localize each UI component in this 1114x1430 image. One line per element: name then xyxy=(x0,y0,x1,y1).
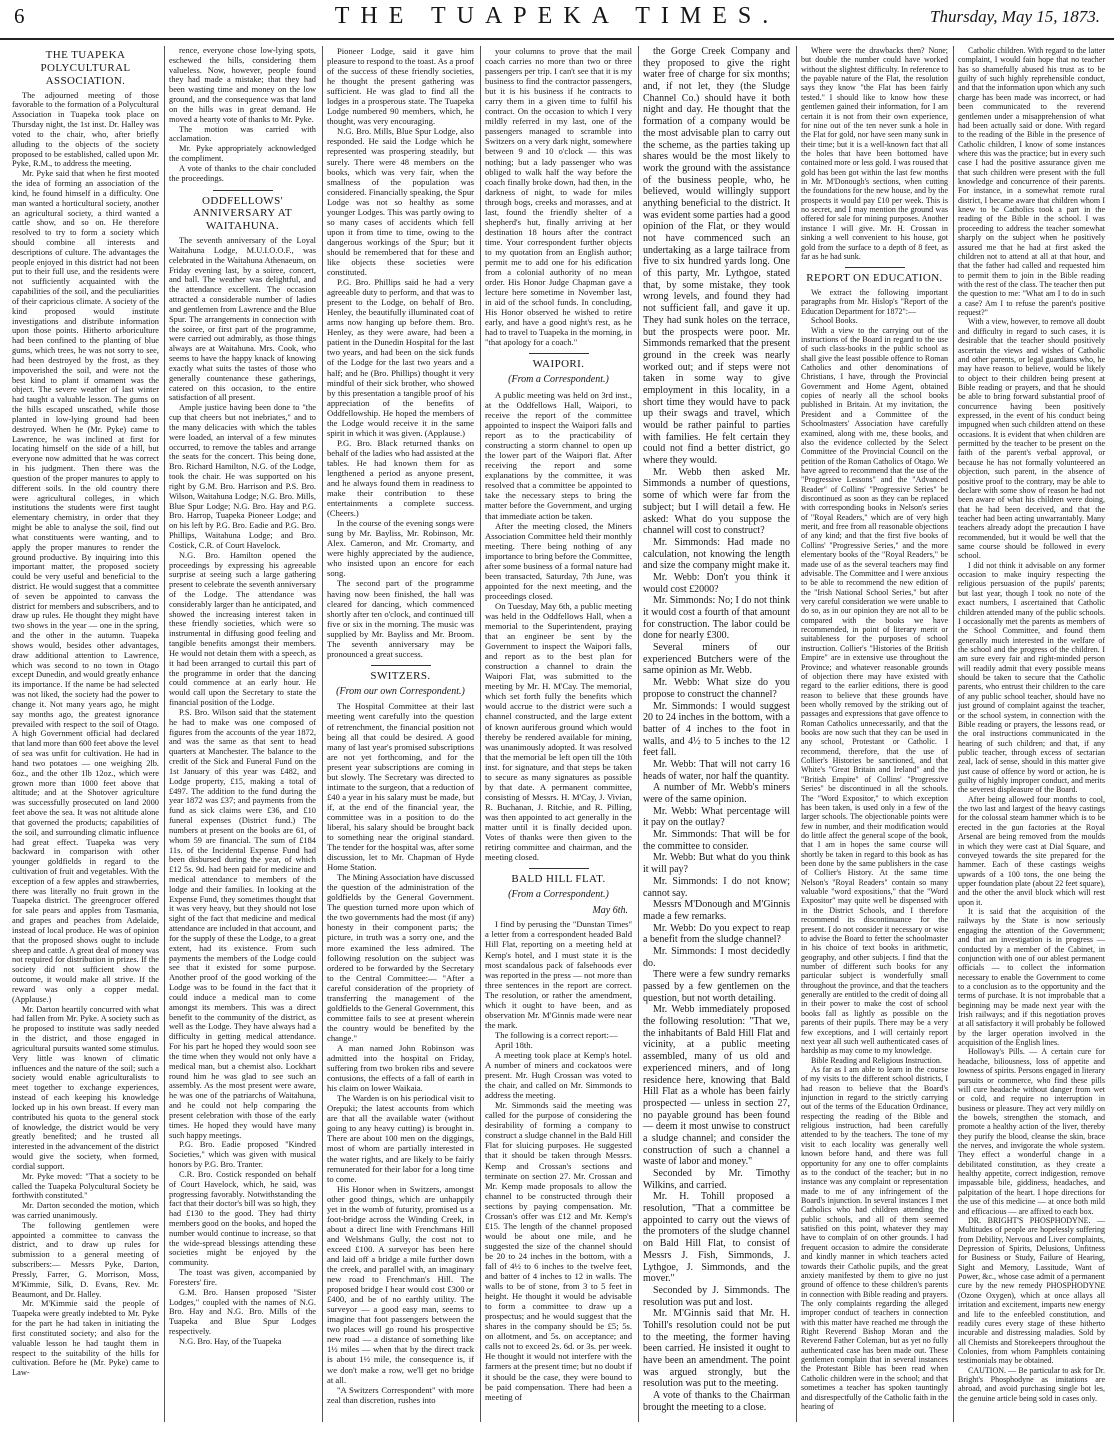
article-paragraph: Bible Reading and Religious Instruction. xyxy=(811,1055,942,1065)
article-paragraph: I did not think it advisable on any former occasion to make inquiry respecting the religious persuasion of the pupils' parents; but last year, though I took no note of the exact numbers, I ascertained that Catholic children attended many of the public schools. I occasionally met the parents as members of the School Committee, and found them generally much interested in the welfare of the school and the progress of the children. I am sure every fair and right-minded person will readily admit that every possible means should be taken to secure that the Catholic parents, who entrust their children to the care of any public school teacher, should have no just ground of complaint against the teacher, or the school system, in connection with the Bible reading or prayers, the lessons read, or the oral instructions communicated in the hearing of such children; and that, if any public teacher, through excess of sectarian zeal, lack of sense, should in this matter give just cause of offence by word or action, he is guilty of highly improper conduct, and merits the severest displeasure of the Board. xyxy=(958,560,1105,795)
article-paragraph: P.G. Bro. Phillips said he had a very agreeable duty to perform, and that was to present to the Lodge, on behalf of Bro. Henley, the beautifully illuminated coat of arms now hanging up before them. Bro. Henley, as they were aware, had been a patient in the Dunedin Hospital for the last two years, and had been on the sick funds of the Lodge for the last two years and a half; and he (Bro. Phillips) thought it very mindful of their sick brother, who showed by this presentation a tangible proof of his appreciation of the benefits of Oddfellowship. He hoped the members of the Lodge would receive it in the same spirit in which it was given. (Applause.) xyxy=(327,277,474,438)
article-paragraph: N.G. Bro. Hamilton opened the proceedings by expressing his agreeable surprise at seeing such a large gathering present to celebrate the seventh anniversary of the Lodge. The attendance was considerably larger than he anticipated, and showed the increasing interest taken in these friendly societies, which were so instrumental in diffusing good feeling and tangible benefits amongst their members. He would not detain them with a speech, as it had been arranged to curtail this part of the programme in order that the dancing could commence at an early hour. He would call upon the Secretary to state the financial position of the Lodge. xyxy=(169,550,316,708)
article-paragraph: Mr. Darton seconded the motion, which was carried unanimously. xyxy=(12,1201,159,1220)
article-paragraph: your columns to prove that the mail coach carries no more than two or three passengers per trip. I can't see that it is my business to find the contractor passengers, but it is his business if he contracts to carry them in a given time to fulfil his contract. On the occasion to which I very mildly referred in my last, one of the passengers managed to scramble into Switzers on a very dark night, somewhere between 9 and 10 o'clock — this was nothing; but a lady passenger who was obliged to walk half the way before the coach finally broke down, had then, in the darkness of night, to wade for miles through bogs, creeks and morasses, and at last, found the friendly shelter of a shepherd's hut, finally arriving at her destination 18 hours after the contract time. Your correspondent further objects to my quotation from an English author; permit me to add one for his edification from a colonial authority of no mean order. His Honor Judge Chapman gave a lecture here sometime in November last, in aid of the school funds. In concluding, His Honor observed he wished to retire early, and have a good night's rest, as he had to travel to Tuapeka in the morning, in "that apology for a coach." xyxy=(485,46,632,348)
article-paragraph: It is said that the acquisition of the railways by the State is now seriously engaging the attention of the Government; and that an investigation is in progress — conducted by a member of the Cabinet, in conjunction with one of our ablest permanent officials — to collect the information necessary to enable the Government to come to a conclusion as to the opportunity and the terms of purchase. It is not improbable that a beginning may be made next year with the Irish railways; and if this negotiation proves at all satisfactory it will probably be followed by the larger operation involved in the acquisition of the English lines. xyxy=(958,907,1105,1048)
article-paragraph: the Gorge Creek Company and they proposed to give the right water free of charge for six months; and, if not let, they (the Sludge Channel Co.) should have it both night and day. He thought that the formation of a company would be the most advisable plan to carry out the scheme, as the parties taking up shares would be the most likely to work the ground with the assistance of the business people, who, he believed, would willingly support anything beneficial to the district. It was evident some parties had a good opinion of the Flat, or they would not have commenced such an undertaking as a large tailrace from five to six hundred yards long. One of this party, Mr. Lythgoe, stated that, by some mistake, they took wrong levels, and found they had not sufficient fall, and gave it up. They had sunk holes on the terrace, but the prospects were poor. Mr. Simmonds remarked that the present ground in the creek was nearly worked out; and if steps were not taken in some way to give employment in this locality, in a short time they would have to pack up their swags and travel, which would be rather painful to parties with families. He felt certain they could not find a better district, go where they would. xyxy=(643,46,790,467)
article-paragraph: The adjourned meeting of those favorable to the formation of a Polycultural Association in Tuapeka took place on Thursday night, the 1st inst. Dr. Halley was voted to the chair, who, after briefly alluding to the objects of the society proposed to be established, called upon Mr. Pyke, R.M., to address the meeting. xyxy=(12,90,159,169)
article-paragraph: Mr. Webb: What size do you propose to construct the channel? xyxy=(643,677,790,700)
masthead xyxy=(0,0,1114,40)
section-divider xyxy=(371,665,431,666)
article-paragraph: A man named John Robinson was admitted into the hospital on Friday, suffering from two broken ribs and severe contusions, the effects of a fall of earth in his claim on lower Waikaia. xyxy=(327,1043,474,1094)
article-paragraph: G.M. Bro. Hansen proposed "Sister Lodges," coupled with the names of N.G. Bro. Hay and N.G. Bro. Mills of the Tuapeka and Blue Spur Lodges respectively. xyxy=(169,1287,316,1337)
article-paragraph: The Warden is on his periodical visit to Orepuki; the latest accounts from which are that all the available water (without going to any heavy cutting) is brought in. There are about 100 men on the diggings, most of whom are partially interested in the water rights, and are likely to be fairly remunerated for their labor for a long time to come. xyxy=(327,1093,474,1184)
article-paragraph: A public meeting was held on 3rd inst., at the Oddfellows Hall, Waipori, to receive the report of the committee appointed to inspect the Waipori falls and report as to the practicability of constructing a storm channel to open up the lower part of the Waipori flat. After receiving the report and some explanations by the committee, it was resolved that a committee be appointed to take the necessary steps to bring the matter before the Government, and urging that immediate action be taken. xyxy=(485,389,632,521)
article-paragraph: Messrs M'Donough and M'Ginnis made a few remarks. xyxy=(643,899,790,922)
column-rule xyxy=(322,46,323,1422)
article-paragraph: Mr. M'Kimmie said the people of Tuapeka were greatly indebted to Mr. Pyke for the part he had taken in initiating the first constituted society; and also for the valuable lesson he had taught them in respect to the suitability of the hills for cultivation. Before he (Mr. Pyke) came to Law- xyxy=(12,1299,159,1378)
article-paragraph: N.G. Bro. Hay, of the Tuapeka xyxy=(179,1336,282,1346)
article-paragraph: "A Switzers Correspondent" with more zeal than discretion, rushes into xyxy=(327,1384,474,1405)
article-paragraph: Pioneer Lodge, said it gave him pleasure to respond to the toast. As a proof of the success of these friendly societies, he thought the present gathering was sufficient. He was glad to find all the lodges in a prosperous state. The Tuapeka Lodge numbered 90 members, which, he thought, was very encouraging. xyxy=(327,46,474,127)
column-rule xyxy=(164,46,165,1422)
article-paragraph: DR. BRIGHT'S PHOSPHODYNE. — Multitudes of people are hopelessly suffering from Debility, Nervous and Liver complaints, Depression of Spirits, Delusions, Unfitness for Business or Study, Failure of Hearing, Sight and Memory, Lassitude, Want of Power, &c., whose case admit of a permanent cure by the new remedy PHOSPHODYNE (Ozone Oxygen), which at once allays all irritation and excitement, imparts new energy and life to the enfeebled constitution, and readily cures every stage of these hitherto incurable and distressing maladies. Sold by all Chemists and Storekeepers throughout the Colonies, from whom Pamphlets containing testimonials may be obtained. xyxy=(958,1215,1105,1366)
article-paragraph: The following gentlemen were appointed a committee to canvass the district, and to draw up rules for submission to a general meeting of subscribers:— Messrs Pyke, Darton, Pressly, Farrer, G. Morrison, Moss, M'Kimmie, Silk, D. Evans, Rev. Mr. Beaumont, and Dr. Halley. xyxy=(12,1220,159,1299)
article-paragraph: Mr. Simmonds: I most decidedly do. xyxy=(643,945,790,969)
article-paragraph: Mr. Webb: But what do you think it will pay? xyxy=(643,852,790,876)
article-paragraph: Seconded by J. Simmonds. The resolution was put and lost. xyxy=(643,1284,790,1308)
article-paragraph: Mr. Simmonds: No; I do not think it would cost a fourth of that amount for construction. The labor could be done for nearly £300. xyxy=(643,595,790,642)
article-paragraph: Where were the drawbacks then? None; but double the number could have worked without the slightest difficulty. In reference to the payable nature of the Flat, the resolution says they know "the Flat has been fairly tested." I should like to know how these gentlemen gained their information, for I am certain it is not from their own experience, for nine out of the ten never sunk a hole in the Flat for gold, nor have seen many sunk in their time; but it is a well-known fact that all the holes that have been bottomed have contained more or less gold. I was roused that gold has been got within the last few months in Mr. M'Donough's sections, when cutting the foundations for the new house, and by the prospects it would pay £10 per week. This is no secret, and I may mention the ground was offered for sale for mining purposes. Another instance I will give. Mr. H. Crossan in sinking a well convenient to his house, got gold from the surface to a depth of 8 feet, as far as he had sunk. xyxy=(801,46,948,261)
article-title: SWITZERS. xyxy=(370,669,431,682)
article-paragraph: The toast was given, accompanied by Foresters' fire. xyxy=(169,1268,316,1287)
article-paragraph: Mr. Webb: That will not carry 16 heads of water, nor half the quantity. xyxy=(643,758,790,782)
column-rule xyxy=(480,46,481,1422)
article-paragraph: The seventh anniversary of the Loyal Waitahuna Lodge, M.U.I.O.O.F., was celebrated in the Waitahuna Athenaeum, on Friday evening last, by a soiree, concert, and ball. The weather was delightful, and the attendance excellent. The occasion attracted a considerable number of ladies and gentlemen from Lawrence and the Blue Spur. The arrangements in connection with the soiree, or first part of the programme, were carried out admirably, as those things always are at Waitahuna. Mrs. Cook, who seems to have the happy knack of knowing exactly what suits the tastes of those who generally countenance these gatherings, catered on this occasion, to the entire satisfaction of all present. xyxy=(169,236,316,403)
article-paragraph: Mr. H. Tohill proposed a resolution, "That a committee be appointed to carry out the views of the promoters of the sludge channel on Bald Hill Flat, to consist of Messrs J. Fish, Simmonds, J. Lythgoe, J. Simmonds, and the mover." xyxy=(643,1191,790,1285)
column-3 xyxy=(327,46,474,1422)
article-byline: (From a Correspondent.) xyxy=(508,889,609,901)
article-paragraph: Catholic children. With regard to the latter complaint, I would fain hope that no teacher has so shamefully abused his trust as to be guilty of such highly reprehensible conduct, and that the information upon which any such charge has been made was incorrect, or had been communicated to the reverend gentlemen under a misapprehension of what had been actually said or done. With regard to the reading of the Bible in the presence of Catholic children, I know of some instances where this was the practice; but in every such case I had the positive assurance given me that such children were present with the full knowledge and concurrence of their parents. For instance, in a somewhat remote rural district, I became aware that children whom I knew to be Catholics took a part in the reading of the Bible in the school. I was proceeding to address the teacher somewhat sharply on the subject when he positively assured me that he had at first asked the children not to attend at all at that hour, and that the father had called and requested him to permit them to join in the Bible reading with the rest of the class. The teacher then put the question to me: "What am I to do in such a case? Am I to refuse the parent's positive request?" xyxy=(958,46,1105,318)
article-paragraph: I find by perusing the "Dunstan Times" a letter from a correspondent headed Bald Hill Flat, reporting on a meeting held at Kemp's hotel, and I must state it is the most scandalous pack of falsehoods ever was reported in the press — not more than three sentences in the report are correct. The resolution, or rather the amendment, which it ought to have been, and as observation Mr. M'Ginnis made were near the mark. xyxy=(485,919,632,1030)
article-paragraph: Mr. Webb then asked Mr. Simmonds a number of questions, some of which were far from the subject; but I will detail a few. He asked: What do you suppose the channel will cost to construct? xyxy=(643,466,790,537)
article-title: THE TUAPEKA POLYCULTURAL ASSOCIATION. xyxy=(40,49,131,87)
article-paragraph: As far as I am able to learn in the course of my visits to the different school districts, I had reason to believe that the Board's injunction in regard to the strictly carrying out of the terms of the Education Ordinance, respecting the reading of the Bible and religious instruction, had been carefully attended to by the teachers. The tone of my visit to each locality was generally well known before hand, and there was full opportunity for any one to offer complaints as to the conduct of the teacher; but in no instance was any complaint or representation made to me of any infringement of the Board's injunction. In several instances I met Catholics who had children attending the public schools, and all of them seemed satisfied on this point, whatever they may have to complain of on other grounds. I had frequent occasion to admire the considerate and kindly manner in which teachers acted towards their Catholic pupils, and the great anxiety manifested by them to give no just ground of offence to these children's parents in connection with Bible reading and prayers. The only complaints regarding the alleged improper conduct of teachers in connection with this matter have reached me through the Right Reverend Bishop Moran and the Reverend Father Coleman, but as yet no fully authenticated case has been made out. These gentlemen complain that in several instances the Protestant Bible has been read when Catholic children were in the school; and that sometimes a teacher has spoken tauntingly and disrespectfully of the Catholic faith in the hearing of xyxy=(801,1064,948,1411)
article-paragraph: After being allowed four months to cool, the two last and largest of the heavy castings for the colossal steam hammer which is to be erected in the gun factories at the Royal Arsenal are being removed from the moulds in which they were cast at Dial Square, and conveyed towards the site prepared for the hammer. Each of these castings weighs upwards of a 100 tons, the one being the upper foundation plate (about 22 feet square), and the other the anvil block which will rest upon it. xyxy=(958,794,1105,907)
section-divider xyxy=(845,267,905,268)
column-1 xyxy=(12,46,159,1422)
article-paragraph: Seconded by Mr. Timothy Wilkins, and carried. xyxy=(643,1168,790,1191)
article-paragraph: Mr. Simmonds: I do not know; cannot say. xyxy=(643,875,790,899)
column-2 xyxy=(169,46,316,1422)
article-paragraph: P.S. Bro. Wilson said that the statement he had to make was one composed of figures from the accounts of the year 1872, and was the same as that sent to head quarters at Manchester. The balance to the credit of the Sick and Funeral Fund on the 1st January of this year was £482, and Lodge property, £15, making a total of £497. The addition to the fund during the year 1872 was £37; and payments from the fund as sick claims were £36, and £10 funeral expenses (District fund.) The numbers at present on the books are 61, of whom 59 are financial. The sum of £184 11s. of the Incidental Expense Fund had been disbursed during the year, of which £12 5s. 9d. had been paid for medicine and medical attendance to members of the lodge and their families. In looking at the Expense Fund, they sometimes thought that it was very heavy, but they should not lose sight of the fact that medicine and medical attendance are included in that account, and for the supply of these the Lodge, to a great extent, had its existence. From such payments the members of the Lodge could see that it existed for some purpose. Another proof of the good working of the Lodge was to be found in the fact that it could induce a medical man to come amongst its members. This was a direct benefit to the community of the district, as well as the Lodge. They have always had a difficulty in getting medical attendance. For his part he hoped they would soon see the time when they would not only have a medical man, but a chemist also. Lockhart round him he was glad to see such an assembly. As the most present were aware, he was one of the patriarchs of Waitahuna, and he could not help comparing the present celebration with those of the early times. He hoped they would have many such happy meetings. xyxy=(169,707,316,1140)
article-paragraph: N.G. Bro. Mills, Blue Spur Lodge, also responded. He said the Lodge which he represented was prospering steadily, but surely. There were 48 members on the books, which was very fair, when the smallness of the population was considered. Financially speaking, the Spur Lodge was not so healthy as some younger Lodges. This was partly owing to so many cases of accidents which fell upon it from time to time, owing to the dangerous workings of the Spur; but it should be remembered that for these and like objects these societies were constituted. xyxy=(327,126,474,278)
column-rule xyxy=(638,46,639,1422)
article-paragraph: The motion was carried with acclamation. xyxy=(169,124,316,144)
article-paragraph: Mr. Pyke appropriately acknowledged the compliment. xyxy=(169,144,316,164)
article-paragraph: The Hospital Committee at their last meeting went carefully into the question of retrenchment, the financial position not being all that could be desired. A good many of last year's promised subscriptions are not yet forthcoming, and for the present year subscriptions are coming in but slowly. The Secretary was directed to intimate to the surgeon, that a reduction of £40 a year in his salary must be made, but if, at the end of the financial year, the committee was in a position to do the liberal, his salary should be brought back to something near the original standard. The tender for the hospital was, after some discussion, let to Mr. Chapman of Hyde Home Station. xyxy=(327,701,474,873)
page-number: 6 xyxy=(14,4,25,28)
article-paragraph: School Books. xyxy=(811,316,858,326)
article-paragraph: rence, everyone chose low-lying spots, eschewed the hills, considering them valueless. Now, however, people found they had made a mistake; that they had been wasting time and money on the low ground, and the consequence was that land on the hills was in great demand. He moved a hearty vote of thanks to Mr. Pyke. xyxy=(169,46,316,124)
newspaper-title: THE TUAPEKA TIMES. xyxy=(334,3,780,29)
section-divider xyxy=(529,353,589,354)
article-paragraph: Ample justice having been done to "the cup that cheers but not inebriates," and to the many delicacies with which the tables were loaded, an interval of a few minutes occurred, to remove the tables and arrange the seats for the concert. This being done, Bro. Richard Hamilton, N.G. of the Lodge, took the chair. He was supported on his right by G.M. Bro. Harrison and P.S. Bro. Wilson, Waitahuna Lodge; N.G. Bro. Mills, Blue Spur Lodge; N.G. Bro. Hay and P.G. Bro. Harrop, Tuapeka Pioneer Lodge; and on his left by P.G. Bro. Eadie and P.G. Bro. Phillips, Waitahuna Lodge; and Bro. Costick, C.R. of Court Havelock. xyxy=(169,403,316,550)
article-paragraph: The second part of the programme having now been finished, the hall was cleared for dancing, which commenced shortly after ten o'clock, and continued till five or six in the morning. The music was supplied by Mr. Bayliss and Mr. Broom. The seventh anniversary may be pronounced a great success. xyxy=(327,578,474,659)
section-divider xyxy=(529,868,589,869)
article-byline: (From a Correspondent.) xyxy=(508,374,609,386)
article-paragraph: Mr. Simmonds said the meeting was called for the purpose of considering the desirability of forming a company to construct a sludge channel in the Bald Hill Flat for sluicing purposes. He suggested that it should be taken through Messrs. Kemp and Crossan's sections and terminate on section 27. Mr. Crossan and Mr. Kemp made proposals to allow the channel to be constructed through their sections by paying compensation. Mr. Crossan's offer was £12 and Mr. Kemp's £15. The length of the channel proposed would be about one mile, and he suggested the size of the channel should be 20 to 24 inches in the bottom, with a fall of 4½ to 6 inches to the twelve feet, and batter of 4 inches to 12 in walls. The walls to be of stone, from 3 to 5 feet in height. He thought it would be advisable to form a committee to draw up a prospectus; and he would suggest that the shares in the company should be £5; 5s. on allotment, and 5s. on acceptance; and calls not to exceed 2s. 6d. or 3s. per week. He thought it would not interfere with the farmers at the present time; but no doubt if it should be the case, they were bound to be paid compensation. There had been a meeting of xyxy=(485,1100,632,1402)
article-paragraph: Mr. Pyke moved: "That a society to be called the Tuapeka Polycultural Society be forthwith constituted." xyxy=(12,1171,159,1201)
column-4 xyxy=(485,46,632,1422)
column-7 xyxy=(958,46,1105,1422)
article-paragraph: With a view to the carrying out of the instructions of the Board in regard to the use of such class-books in the public school as shall give the least possible offence to Roman Catholics and other denominations of Christians, I have, through the Provincial Government and Home Agent, obtained copies of nearly all the school books published in Britain. At my invitation, the President and a Committee of the Schoolmasters' Association have carefully examined, along with me, these books, and also the evidence collected by the Select Committee of the Provincial Council on the petition of the Roman Catholics of Otago. We have agreed to recommend that the use of the "Progressive Lessons" and the "Advanced Reader" of Collins' "Progressive Series" be discontinued as soon as they can be replaced with corresponding books in Nelson's series of "Royal Readers," which are of very high merit, and free from all reasonable objections of any kind; and that the first five books of Collins' "Progressive Series," and the more elementary books of the "Royal Readers," be made use of as the several teachers may find advisable. The Committee and I were anxious to be able to recommend the new edition of the "Irish National School Series," but after very careful consideration we were unable to do so, as in our opinion they are not all to be compared with the books we have recommended, in point of literary merit or suitableness for the purposes of school instruction. Collier's "Histories of the British Empire" are in extensive use throughout the Province; and whatever reasonable grounds of objection there may have existed with regard to the earlier editions, there is good reason to believe that these grounds have been wholly removed by the striking out of passages and expressions that gave offence to Roman Catholics unnecessarily, and that the books are now such that they can be used in any school, Protestant or Catholic. I recommend, therefore, that the use of Collier's Histories be sanctioned, and that White's "Great Britain and Ireland" and the "British Empire" of Collins' "Progressive Series" be discontinued in all the schools. The "Word Expositor," to which exception has been taken, is used only in a few of the larger schools. The objectionable points were few in number, and their modification would do little affect the general scope of the book, that I am in hopes the same course will shortly be taken in regard to this book as has been done by the same publishers in the case of Collier's History. At the same time Nelson's "Royal Readers" contain so many valuable "word expositions," that the "Word Expositor" may quite well be dispensed with in the District Schools, and I therefore recommend its discontinuance for the present. I do not consider it necessary or wise to advise the Board to fetter the schoolmaster in his choice of text books in arithmetic, geography, and other subjects. I find that the number of different such books for any particular subject is wonderfully small throughout the province, and that the teachers generally are entitled to the credit of doing all in their power to make the cost of school books fall as lightly as possible on the parents of their pupils. There may be a very few exceptions, and I will certainly report next year all such well authenticated cases of hardship as may come to my knowledge. xyxy=(801,325,948,1056)
article-title: BALD HILL FLAT. xyxy=(511,873,606,886)
article-paragraph: A number of Mr. Webb's miners were of the same opinion. xyxy=(643,782,790,805)
article-paragraph: A vote of thanks to the Chairman brought the meeting to a close. xyxy=(643,1390,790,1413)
article-paragraph: C.R. Bro. Costick responded on behalf of Court Havelock, which, he said, was progressing favorably. Notwithstanding the fact that their doctor's bill was so high, they had £130 to the good. They had thirty members good on the books, and hoped the number would continue to increase, so that the wide-spread blessings attending these societies might be enjoyed by the community. xyxy=(169,1169,316,1268)
article-paragraph: His Honor when in Switzers, amongst other good things, which are unhappily yet in the womb of futurity, promised us a foot-bridge across the Winding Creek, in about a direct line with Frenchmans Hill and Welshmans Gully, the cost not to exceed £100. A surveyor has been here and laid off a bridge a mile further down the creek, and parallel with, an imaginary new road to Frenchman's Hill. The proposed bridge I hear would cost £300 or £400, and be of no earthly utility. The surveyor — a good easy man, seems to imagine that foot passengers between the two places will go round his prospective new road — a distance of something like 1½ miles — when that by the direct track is about 1½ mile, the consequence is, if we don't make a row, we'll get no bridge at all. xyxy=(327,1183,474,1385)
section-divider xyxy=(213,190,273,191)
column-6 xyxy=(801,46,948,1422)
article-paragraph: Holloway's Pills. — A certain cure for headache, biliousness, loss of appetite and lowness of spirits. Persons engaged in literary pursuits or commerce, who find these pills will cure headache without danger from wet or cold, and require no interruption in business or pleasure. They act very mildly on the bowels, strengthen the stomach, and promote a healthy action of the liver, thereby they purify the blood, cleanse the skin, brace the nerves, and invigorate the whole system. They effect a wonderful change in a debilitated constitution, as they create a healthy appetite, correct indigestion, remove impassable bile, giddiness, headaches, and palpitation of the heart. I hope directions for the use of this medicine — at once both mild and efficacious — are affixed to each box. xyxy=(958,1047,1105,1216)
article-dateline: May 6th. xyxy=(592,904,628,916)
issue-date: Thursday, May 15, 1873. xyxy=(930,7,1100,26)
article-title: REPORT ON EDUCATION. xyxy=(806,272,943,285)
article-paragraph: Several miners of our experienced Butchers were of the same opinion as Mr. Webb. xyxy=(643,642,790,677)
article-byline: (From our own Correspondent.) xyxy=(336,685,465,697)
article-paragraph: Mr. Webb: Don't you think it would cost £2000? xyxy=(643,571,790,595)
article-paragraph: With a view, however, to remove all doubt and difficulty in regard to such cases, it is desirable that the teacher should positively ascertain the views and wishes of Catholic and other parents, or legal guardians who, he may have reason to believe, would be likely to object to their children being present at Bible reading or prayers, and that he should be able to bring forward substantial proof of concurrence having been positively expressed, in the event of his conduct being impugned when such children attend on these occasions. It is evident that when children are permitted by the teacher to be present on the faith of the parent's verbal approval, or because he has not formally volunteered an objection, such parent, in the absence of positive proof to the contrary, may be able to declare with some show of reason he had not been aware of what his children were doing, that he had been deceived, and that the teacher had been acting unwarrantably. Many teachers already adopt the precaution I have recommended, but it would be well that the same course should be followed in every school. xyxy=(958,317,1105,561)
article-paragraph: There were a few sundry remarks passed by a few gentlemen on the question, but not worth detailing. xyxy=(643,969,790,1004)
article-paragraph: A meeting took place at Kemp's hotel. A number of miners and cockatoos were present. Mr. Hugh Crossan was voted to the chair, and called on Mr. Simmonds to address the meeting. xyxy=(485,1050,632,1101)
article-paragraph: Mr. Darton heartily concurred with what had fallen from Mr. Pyke. A society such as he proposed to institute was sadly needed in the district, and those engaged in agricultural pursuits wanted some stimulus. Very little was known of climatic influences and the nature of the soil; such a society would enable agriculturalists to meet together to exchange experiences, instead of each keeping his knowledge locked up in his own breast. If every man contributed his quota to the general stock of knowledge, the district would be very greatly benefited; and he trusted all interested in the advancement of the district would give the society, when formed, cordial support. xyxy=(12,1004,159,1171)
article-paragraph: The following is a correct report:— xyxy=(495,1029,618,1040)
article-paragraph: Mr. Simmonds: That will be for the committee to consider. xyxy=(643,829,790,852)
article-paragraph: Mr. Simmonds: Had made no calculation, not knowing the length and size the company might make it. xyxy=(643,536,790,572)
article-title: WAIPORI. xyxy=(532,358,585,371)
article-paragraph: On Tuesday, May 6th, a public meeting was held in the Oddfellows Hall, when a memorial to the Superintendent, praying that an engineer be sent by the Government to inspect the Waipori falls, and report as to the best plan for construction a channel to drain the Waipori Flat, was submitted to the meeting by Mr. H. M'Cay. The memorial, which set forth fully the benefits which would accrue to the district were such a channel constructed, and the large extent of known auriferous ground which would thereby be rendered available for mining, was unanimously adopted. It was resolved that the memorial be left open till the 10th inst. for signature, and that steps be taken to secure as many signatures as possible by that date. A permanent committee, consisting of Messrs. H. M'Cay, J. Vivian, R. Buchanan, J. Ritchie, and R. Pilling, was then appointed to act generally in the matter until it is finally decided upon. Votes of thanks were then given to the retiring committee and chairman, and the meeting closed. xyxy=(485,600,632,863)
article-paragraph: P.G. Bro. Eadie proposed "Kindred Societies," which was given with musical honors by P.G. Bro. Tranter. xyxy=(169,1140,316,1170)
article-paragraph: CAUTION. — Be particular to ask for Dr. Bright's Phosphodyne as imitations are abroad, and avoid purchasing single bot les, the genuine article being sold in cases only. xyxy=(958,1365,1105,1403)
column-5 xyxy=(643,46,790,1422)
article-paragraph: After the meeting closed, the Miners Association Committee held their monthly meeting. There being nothing of any importance to bring before the Committee, after some business of a formal nature had been transacted, Saturday, 7th June, was appointed for the next meeting, and the proceedings closed. xyxy=(485,520,632,601)
article-paragraph: Mr. Simmonds: I would suggest 20 to 24 inches in the bottom, with a batter of 4 inches to the foot in walls, and 4½ to 5 inches to the 12 feet fall. xyxy=(643,700,790,759)
article-paragraph: Mr. Webb immediately proposed the following resolution: "That we, the inhabitants of Bald Hill Flat and vicinity, at a public meeting assembled, many of us old and experienced miners, and of long residence here, knowing that Bald Hill Flat as a whole has been fairly prospected — unless in section 27, no payable ground has been found — deem it most unwise to construct a sludge channel; and consider the construction of such a channel a waste of labor and money." xyxy=(643,1004,790,1168)
article-paragraph: Mr. M'Ginnis said that Mr. H. Tohill's resolution could not be put to the meeting, the former having been carried. He insisted it ought to have been an amendment. The point was argued strongly, but the resolution was put to the meeting. xyxy=(643,1308,790,1390)
article-paragraph: A vote of thanks to the chair concluded the proceedings. xyxy=(169,163,316,183)
article-title: ODDFELLOWS' ANNIVERSARY AT WAITAHUNA. xyxy=(192,194,292,233)
article-paragraph: We extract the following important paragraphs from Mr. Hislop's "Report of the Education Department for 1872":— xyxy=(801,288,948,316)
article-paragraph: In the course of the evening songs were sung by Mr. Bayliss, Mr. Robinson, Mr. Alex. Cameron, and Mr. Cromarty, and were highly appreciated by the audience, who insisted upon an encore for each song. xyxy=(327,518,474,579)
article-paragraph: April 18th. xyxy=(495,1039,533,1050)
article-paragraph: The Mining Association have discussed the question of the administration of the goldfields by the General Government. The question turned more upon which of the two governments had the most (if any) honesty in their component parts; the picture, in truth was a sorry one, and the more examined the less admired. The following resolution on the subject was ordered to be forwarded by the Secretary to the Central Committee:— "After a careful consideration of the propriety of transferring the management of the goldfields to the General Government, this committee fails to see at present wherein the country would be benefited by the change." xyxy=(327,872,474,1043)
article-paragraph: Mr. Webb: Do you expect to reap a benefit from the sludge channel? xyxy=(643,922,790,946)
column-rule xyxy=(953,46,954,1422)
article-paragraph: Mr. Webb: What percentage will it pay on the outlay? xyxy=(643,805,790,829)
article-paragraph: Mr. Pyke said that when he first mooted the idea of forming an association of the kind, he found himself in a difficulty. One man wanted a horticultural society, another an agricultural society, a third wanted a cattle show, and so on. He therefore resolved to try to form a society which should combine all interests and descriptions of culture. The advantages the people enjoyed in this district had not been put to their full use, and the residents were not sufficiently acquainted with the capabilities of the soil, and the peculiarities of their capricious climate. A society of the kind proposed would institute investigations and distribute information upon those points. Hitherto arboriculture had been confined to the planting of blue gums, which trees, he was not sorry to see, had been destroyed by the frost, as they impoverished the soil, and were not the best kind to plant if ornament was the object. The severe weather of last winter had taught a valuable lesson. The gums on the hills escaped unscathed, while those planted in low-lying ground had been destroyed. When he (Mr. Pyke) came to Lawrence, he was inclined at first for locating himself on the side of a hill, but everyone now admitted that he was correct in his judgment. Then there was the question of the proper manures to apply to different soils. In the old country there were agricultural colleges, in which institutions the students were first taught elementary chemistry, in order that they might be able to analyse the soil, find out what constituents were wanting, and to apply the proper manures to render the ground productive. By inquiring into this important matter, the proposed society could be very useful and beneficial to the district. He would suggest that a committee of seven be appointed to canvass the district for members and subscribers, and to draw up rules. He thought they might have two shows in the year — one in the spring, and the other in the autumn. Tuapeka shows would, besides other advantages, draw additional attention to Lawrence, which was second to no town in Otago except Dunedin, and would greatly enhance its importance. If the name be had selected was not liked, the society had the power to change it. Not many years ago, he might say months ago, the greatest ignorance prevailed with respect to the soil of Otago. A high Government official had declared that land more than 600 feet above the level of sea was unfit for cultivation. He had in hand two potatoes — one weighing 2lb. 6oz., and the other 1lb 12oz., which were grown more than 1000 feet above that altitude; and at the Shotover agriculture was successfully prosecuted on land 2000 feet above the sea. It was not altitude alone that governed the products; capabilities of the soil, and surrounding climatic influence had great effect. Tuapeka was very backward in comparison with other younger goldfields in regard to the cultivation of fruit and vegetables. With the exception of a few apples and strawberries, there was literally no fruit grown in the Tuapeka district. The greengrocer offered for sale pears and apples from Tasmania, and grapes and peaches from Adelaide, instead of local produce. He was of opinion that the proposed shows ought to include sheep and cattle. A great deal of money was not required for distribution in prizes. If the society did not sufficient show the outcome, it would make all strive. If the reward was only a copper medal. (Applause.) xyxy=(12,169,159,1004)
article-paragraph: P.G. Bro. Black returned thanks on behalf of the ladies who had assisted at the tables. He had known them for as lengthened a period as anyone present, and he always found them in readiness to make their contribution to these entertainments a complete success. (Cheers.) xyxy=(327,437,474,519)
column-rule xyxy=(796,46,797,1422)
